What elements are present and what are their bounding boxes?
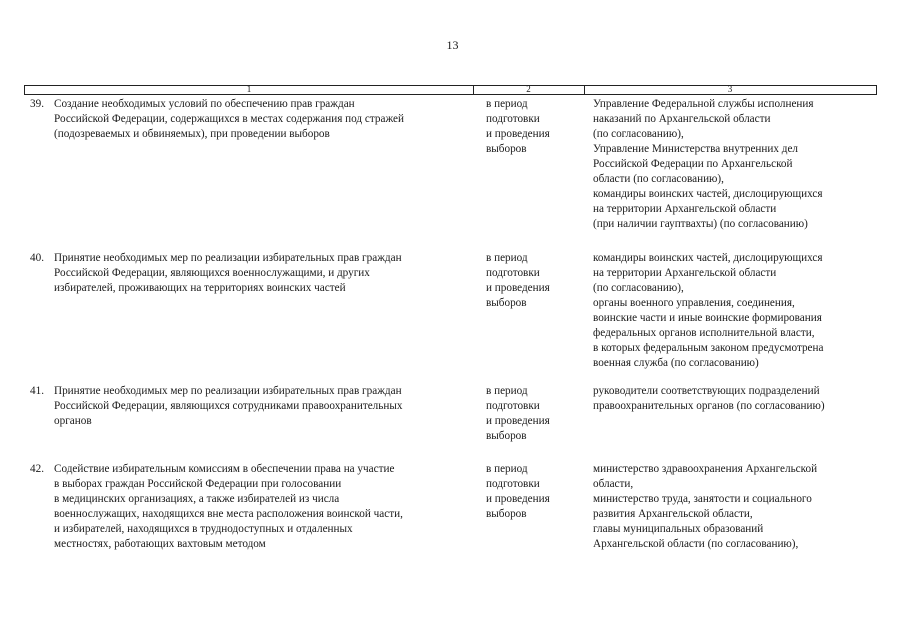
item-number: 42. — [30, 463, 44, 475]
period-line: в период — [486, 98, 528, 110]
responsible-line: (при наличии гауптвахты) (по согласованию) — [593, 218, 808, 230]
responsible-line: в которых федеральным законом предусмотрена — [593, 342, 824, 354]
responsible-line: Российской Федерации по Архангельской — [593, 158, 793, 170]
item-number: 40. — [30, 252, 44, 264]
responsible-cell — [593, 462, 873, 552]
task-line: местностях, работающих вахтовым методом — [54, 538, 266, 550]
period-line: и проведения — [486, 493, 550, 505]
responsible-line: области, — [593, 478, 634, 490]
responsible-line: (по согласованию), — [593, 128, 684, 140]
responsible-line: Управление Федеральной службы исполнения — [593, 98, 814, 110]
period-cell — [486, 251, 586, 311]
column-number-2: 2 — [526, 84, 531, 94]
table-header — [24, 85, 877, 95]
responsible-line: развития Архангельской области, — [593, 508, 753, 520]
task-line: органов — [54, 415, 92, 427]
task-line: Российской Федерации, являющихся сотрудниками правоохранительных — [54, 400, 403, 412]
period-line: и проведения — [486, 415, 550, 427]
responsible-cell — [593, 251, 873, 371]
period-line: подготовки — [486, 113, 540, 125]
period-line: в период — [486, 252, 528, 264]
responsible-line: Управление Министерства внутренних дел — [593, 143, 799, 155]
task-line: в медицинских организациях, а также избирателей из числа — [54, 493, 340, 505]
task-line: (подозреваемых и обвиняемых), при проведении выборов — [54, 128, 330, 140]
task-line: избирателей, проживающих на территориях воинских частей — [54, 282, 346, 294]
task-line: Создание необходимых условий по обеспечению прав граждан — [54, 98, 355, 110]
period-line: выборов — [486, 430, 527, 442]
task-line: и избирателей, находящихся в труднодоступных и отдаленных — [54, 523, 353, 535]
period-cell — [486, 462, 586, 522]
responsible-line: наказаний по Архангельской области — [593, 113, 771, 125]
responsible-cell — [593, 384, 873, 414]
period-line: подготовки — [486, 267, 540, 279]
responsible-line: федеральных органов исполнительной власти, — [593, 327, 815, 339]
column-number-1: 1 — [246, 84, 252, 94]
task-line: Принятие необходимых мер по реализации избирательных прав граждан — [54, 385, 402, 397]
item-number: 41. — [30, 385, 44, 397]
responsible-line: Архангельской области (по согласованию), — [593, 538, 799, 550]
period-line: в период — [486, 385, 528, 397]
responsible-line: на территории Архангельской области — [593, 267, 777, 279]
responsible-line: области (по согласованию), — [593, 173, 724, 185]
responsible-line: органы военного управления, соединения, — [593, 297, 795, 309]
responsible-line: министерство труда, занятости и социального — [593, 493, 812, 505]
responsible-cell — [593, 97, 873, 232]
task-line: военнослужащих, находящихся вне места расположения воинской части, — [54, 508, 403, 520]
period-line: подготовки — [486, 478, 540, 490]
task-line: в выборах граждан Российской Федерации при голосовании — [54, 478, 342, 490]
task-line: Российской Федерации, содержащихся в местах содержания под стражей — [54, 113, 405, 125]
period-line: и проведения — [486, 282, 550, 294]
responsible-line: (по согласованию), — [593, 282, 684, 294]
period-line: выборов — [486, 297, 527, 309]
period-cell — [486, 384, 586, 444]
period-line: и проведения — [486, 128, 550, 140]
task-text — [54, 97, 474, 142]
responsible-line: правоохранительных органов (по согласованию) — [593, 400, 825, 412]
responsible-line: руководители соответствующих подразделений — [593, 385, 820, 397]
task-text — [54, 384, 474, 429]
responsible-line: на территории Архангельской области — [593, 203, 777, 215]
period-cell — [486, 97, 586, 157]
responsible-line: воинские части и иные воинские формирования — [593, 312, 822, 324]
period-line: подготовки — [486, 400, 540, 412]
responsible-line: военная служба (по согласованию) — [593, 357, 759, 369]
task-line: Содействие избирательным комиссиям в обеспечении права на участие — [54, 463, 395, 475]
task-text — [54, 251, 474, 296]
task-line: Российской Федерации, являющихся военнослужащими, и других — [54, 267, 370, 279]
item-number: 39. — [30, 98, 44, 110]
responsible-line: главы муниципальных образований — [593, 523, 764, 535]
task-text — [54, 462, 474, 552]
responsible-line: министерство здравоохранения Архангельской — [593, 463, 818, 475]
responsible-line: командиры воинских частей, дислоцирующихся — [593, 252, 823, 264]
period-line: выборов — [486, 508, 527, 520]
page-number: 13 — [446, 38, 459, 52]
column-number-3: 3 — [727, 84, 733, 94]
responsible-line: командиры воинских частей, дислоцирующихся — [593, 188, 823, 200]
period-line: в период — [486, 463, 528, 475]
task-line: Принятие необходимых мер по реализации избирательных прав граждан — [54, 252, 402, 264]
period-line: выборов — [486, 143, 527, 155]
